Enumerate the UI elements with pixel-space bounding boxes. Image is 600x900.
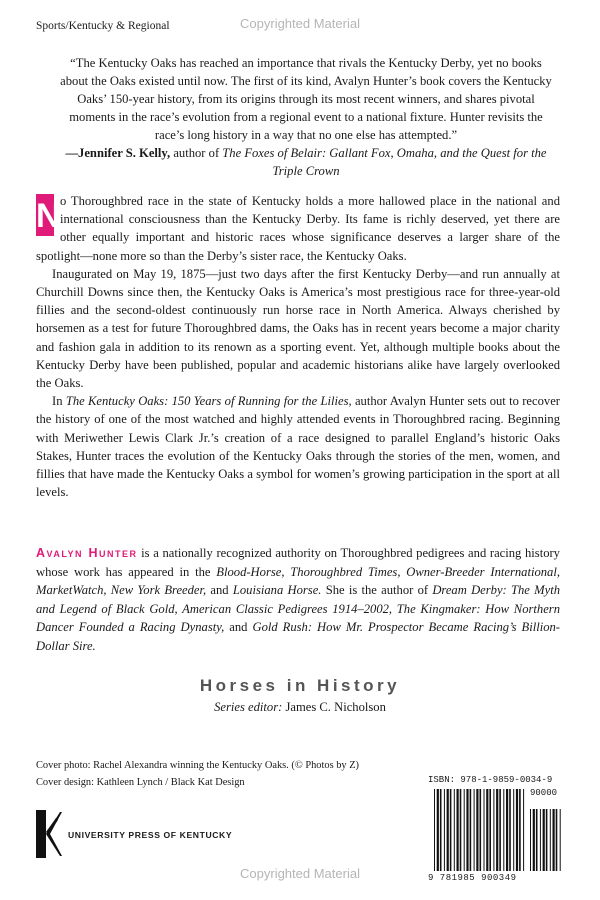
series-editor-label: Series editor: xyxy=(214,700,283,714)
bio-i4: Gold Rush: How Mr. Prospector Became Racing’s Billion-Dollar Sire. xyxy=(36,620,560,653)
bio-t4: and xyxy=(224,620,253,635)
endorsement-attribution xyxy=(58,144,554,180)
drop-cap: N xyxy=(36,194,54,236)
barcode-addon-bars xyxy=(530,809,561,871)
bio-i3: Dream Derby: The Myth and Legend of Black Gold, American Classic Pedigrees 1914–2002, The Kingmaker: How Northern Dancer Founded a Racing Dynasty, xyxy=(36,583,561,635)
paragraph-1-text: o Thoroughbred race in the state of Kentucky holds a more hallowed place in the national and international consciousness than the Kentucky Derby. Its fame is richly deserved, yet there are other equally important and historic races whose significance deserves a larger share of the spotlight—none more so than the Derby’s sister race, the Kentucky Oaks. xyxy=(36,194,560,263)
description-paragraph-1 xyxy=(36,192,560,265)
cover-credits xyxy=(36,757,359,791)
paragraph-3-pre: In xyxy=(52,394,66,409)
bio-t1: is a nationally recognized authority on Thoroughbred pedigrees and racing history whose work has appeared in the xyxy=(36,546,560,579)
bio-t3: She is the author of xyxy=(321,583,433,598)
endorser-name: —Jennifer S. Kelly, xyxy=(65,146,171,160)
series-editor-name: James C. Nicholson xyxy=(282,700,386,714)
publisher-name: UNIVERSITY PRESS OF KENTUCKY xyxy=(68,830,233,840)
k-logo-icon xyxy=(36,810,62,858)
barcode-bars xyxy=(428,787,563,873)
description-paragraph-3 xyxy=(36,392,560,501)
isbn-label: ISBN: 978-1-9859-0034-9 xyxy=(428,775,553,785)
cover-photo-credit: Cover photo: Rachel Alexandra winning the Kentucky Oaks. (© Photos by Z) xyxy=(36,760,360,771)
endorser-book: The Foxes of Belair: Gallant Fox, Omaha, and the Quest for the Triple Crown xyxy=(222,146,547,178)
endorser-role: author of xyxy=(170,146,223,160)
ean-number: 9 781985 900349 xyxy=(428,873,517,883)
watermark-top: Copyrighted Material xyxy=(240,16,360,31)
book-description xyxy=(36,192,560,501)
bio-i2: Louisiana Horse. xyxy=(232,583,322,598)
bio-i1: Blood-Horse, Thoroughbred Times, Owner-Breeder International, MarketWatch, New York Breeder, xyxy=(36,564,560,598)
series-editor xyxy=(0,700,600,715)
watermark-bottom: Copyrighted Material xyxy=(240,866,360,881)
cover-design-credit: Cover design: Kathleen Lynch / Black Kat Design xyxy=(36,777,245,788)
barcode-main-bars xyxy=(434,789,524,871)
author-bio xyxy=(36,544,560,656)
series-title: Horses in History xyxy=(199,676,401,695)
author-name: Avalyn Hunter xyxy=(36,546,138,560)
paragraph-3-post: , author Avalyn Hunter sets out to recover the history of one of the most watched and highly attended events in Thoroughbred racing. Beginning with Meriwether Lewis Clark Jr.’s creation of a race designed to parallel England’s historic Oaks Stakes, Hunter traces the evolution of the Kentucky Oaks through the stories of the men, women, and fillies that have made the Kentucky Oaks a symbol for women’s growing participation in the sport at all levels. xyxy=(36,394,560,500)
category-label: Sports/Kentucky & Regional xyxy=(36,20,170,32)
endorsement-blurb xyxy=(58,54,554,180)
bio-t2: and xyxy=(206,583,233,598)
endorsement-quote: “The Kentucky Oaks has reached an importance that rivals the Kentucky Derby, yet no books about the Oaks existed until now. The first of its kind, Avalyn Hunter’s book covers the Kentucky Oaks’ 150-year history, from its origins through its most recent winners, and shares pivotal moments in the race’s evolution from a regional event to a national fixture. Hunter revisits the race’s long history in a way that no one else has attempted.” xyxy=(60,56,552,142)
price-code: 90000 xyxy=(530,788,558,798)
description-paragraph-2: Inaugurated on May 19, 1875—just two days after the first Kentucky Derby—and run annually at Churchill Downs since then, the Kentucky Oaks is America’s most prestigious race for three-year-old fillies and the second-oldest continuously run horse race in North America. Always cherished by horsemen as a test for future Thoroughbred dams, the Oaks has in recent years become a major charity and fashion gala in addition to its renown as a sporting event. Yet, although multiple books about the Kentucky Derby have been published, popular and academic historians alike have largely overlooked the Oaks. xyxy=(36,266,560,391)
book-title: The Kentucky Oaks: 150 Years of Running for the Lilies xyxy=(65,394,349,409)
publisher-block xyxy=(36,810,316,860)
